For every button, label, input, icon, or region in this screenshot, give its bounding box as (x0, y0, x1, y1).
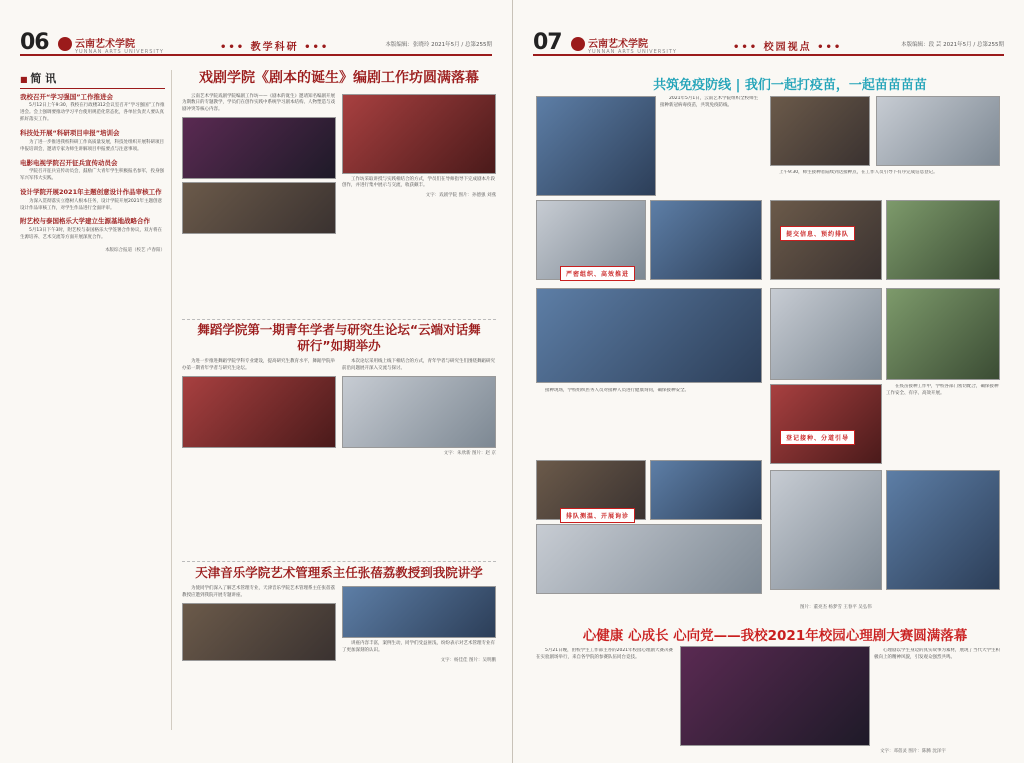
lecture-photo (182, 603, 336, 661)
vaccine-intro: 2021年5月1日，云南艺术学院组织全校师生接种新冠病毒疫苗，共筑免疫防线。 (660, 96, 759, 108)
psychodrama-headline: 心健康 心成长 心向党——我校2021年校园心理剧大赛圆满落幕 (582, 628, 968, 644)
page-number: 06 (20, 30, 49, 55)
article-lecture (182, 565, 496, 740)
psychodrama-stage-photo (680, 646, 870, 746)
section-title: ••• 教学科研 ••• (220, 42, 330, 53)
article-body: 为使同学们深入了解艺术管理专业，天津音乐学院艺术管理系主任张蓓荔教授应邀到我院开展专题讲座。 (182, 585, 335, 598)
vaccine-text: 在疫苗接种工作中，学校各部门密切配合，确保接种工作安全、有序、高效开展。 (886, 384, 999, 396)
vaccine-crowd-photo (536, 96, 656, 196)
article-headline: 戏剧学院《剧本的诞生》编剧工作坊圆满落幕 (199, 70, 479, 86)
brief-body: 5月13日下午3时，附艺校与泰国格乐大学签署合作协议，双方将在生源培养、艺术交流等方面开展深度合作。 (20, 227, 162, 240)
vaccine-waiting-photo (536, 288, 762, 383)
article-body: 讲座内容丰富，案例生动，同学们受益匪浅，纷纷表示对艺术管理专业有了更加深刻的认识。 (342, 640, 495, 653)
workshop-photo (182, 182, 336, 234)
psychodrama-text: 5月21日晚，由校学生工作部主办的2021年校园心理剧大赛决赛在实验剧场举行，来自各学院的参赛队伍同台竞技。 (536, 648, 674, 660)
psychodrama-text: 心理剧以学生身边的真实故事为素材，展现了当代大学生积极向上的精神风貌，引发观众强烈共鸣。 (874, 648, 1000, 660)
forum-poster (182, 376, 336, 448)
section-title: ••• 校园视点 ••• (733, 42, 843, 53)
brief-body: 学院召开征兵宣传动员会，鼓励广大青年学生积极报名参军，投身强军兴军伟大实践。 (20, 169, 164, 182)
brief-title: 科技处开展“科研项目申报”培训会 (20, 129, 120, 138)
vaccine-text: 上午9:30，师生接种者陆续到达接种点，在工作人员引导下有序完成信息登记。 (779, 170, 938, 175)
article-author: 文字：杨佳佳 图片：吴明鹏 (440, 657, 496, 663)
caption-label: 提交信息、预约排队 (780, 226, 855, 241)
vaccine-headline: 共筑免疫防线 | 我们一起打疫苗，一起苗苗苗苗 (653, 78, 927, 93)
vaccine-line-photo (770, 470, 882, 590)
lecture-photo (342, 586, 496, 638)
stage-photo (342, 94, 496, 174)
brief-body: 为深入贯彻落实立德树人根本任务，设计学院开展2021年主题创意设计作品审核工作，对学生作品进行全面评审。 (20, 198, 162, 211)
forum-screenshot (342, 376, 496, 448)
brief-title: 我校召开“学习强国”工作推进会 (20, 93, 114, 101)
article-body: 为进一步推进舞蹈学院学科专业建设，提高研究生教育水平，舞蹈学院举办第一期青年学者与研究生论坛。 (182, 359, 335, 372)
page-number: 07 (533, 30, 562, 55)
page-header (20, 30, 492, 56)
briefs-title: ■ 简 讯 (20, 70, 165, 89)
brief-title: 电影电视学院召开征兵宣传动员会 (20, 158, 118, 167)
briefs-column (20, 70, 172, 730)
brief-item (20, 129, 165, 153)
brief-body: 为了进一步推进我校科研工作高质量发展，科技处组织开展科研项目申报培训会，邀请专家为师生讲解项目申报要点与注意事项。 (20, 139, 164, 152)
vaccine-room-photo (650, 460, 762, 520)
page-header (533, 30, 1004, 56)
workshop-photo (182, 117, 336, 179)
university-logo: 云南艺术学院 YUNNAN ARTS UNIVERSITY (58, 35, 164, 55)
university-logo: 云南艺术学院 YUNNAN ARTS UNIVERSITY (571, 35, 677, 55)
brief-item (20, 217, 165, 241)
caption-label: 登记接种、分道引导 (780, 430, 855, 445)
article-headline: 舞蹈学院第一期青年学者与研究生论坛“云端对话舞研行”如期举办 (197, 322, 481, 353)
caption-label: 严密组织、高效推进 (560, 266, 635, 281)
brief-item (20, 159, 165, 183)
edition-meta: 本版编辑：张晓玲 2021年5月 / 总第255期 (385, 42, 492, 48)
vaccine-registration-photo (650, 200, 762, 280)
brief-item (20, 188, 165, 212)
psychodrama-credit: 文字：邓蓓灵 图片：陈腾 沈泽宇 (880, 749, 946, 754)
article-author: 文字：朱欣新 图片：赵 京 (443, 451, 496, 457)
seal-icon (571, 37, 585, 51)
article-body: 本次论坛采用线上线下相结合的方式，青年学者与研究生们围绕舞蹈研究前沿问题展开深入交流与探讨。 (342, 359, 495, 372)
edition-meta: 本版编辑：段 芸 2021年5月 / 总第255期 (901, 42, 1004, 48)
brief-title: 设计学院开展2021年主题创意设计作品审核工作 (20, 188, 162, 197)
briefs-credit: 本版综合报道（校艺 卢春阳） (105, 247, 165, 253)
vaccine-group-photo (886, 200, 1000, 280)
article-body: 工作坊采取讲授与实践相结合的方式，学员们在导师指导下完成剧本片段创作，并进行集中展示与交流，收获颇丰。 (342, 176, 495, 189)
article-body: 云南艺术学院戏剧学院编剧工作坊——《剧本的诞生》邀请知名编剧开展为期数日的专题教学，学员们在创作实践中系统学习剧本结构、人物塑造与戏剧冲突等核心内容。 (182, 93, 335, 113)
article-author: 文字：戏剧学院 图片：孙德强 刘燕 (425, 193, 496, 199)
seal-icon (58, 37, 72, 51)
brief-title: 附艺校与泰国格乐大学建立生源基地战略合作 (20, 217, 150, 226)
vaccine-outdoor-photo (886, 288, 1000, 380)
article-dance-forum (182, 322, 496, 562)
brief-item (20, 93, 165, 124)
vaccine-staff-photo (886, 470, 1000, 590)
article-drama-workshop (182, 70, 496, 320)
vaccine-text: 接种现场，学校组织医务人员对接种人员进行健康询问，确保接种安全。 (545, 388, 689, 393)
vaccine-credit: 图片：董亮杰 杨梦雪 王春平 吴弘伟 (800, 605, 872, 610)
brief-body: 5月12日上午9:30，我校在行政楼312会议室召开“学习强国”工作推进会。会上强调要推动学习平台使用规范化常态化，各单位负责人要认真抓好落实工作。 (20, 103, 165, 123)
article-headline: 天津音乐学院艺术管理系主任张蓓荔教授到我院讲学 (195, 565, 483, 580)
vaccine-shot-photo (770, 384, 882, 464)
caption-label: 排队测温、开展询诊 (560, 508, 635, 523)
vaccine-hall-photo (876, 96, 1000, 166)
vaccine-building-photo (770, 96, 870, 166)
vaccine-injection-photo (536, 524, 762, 594)
vaccine-doctor-photo (770, 288, 882, 380)
